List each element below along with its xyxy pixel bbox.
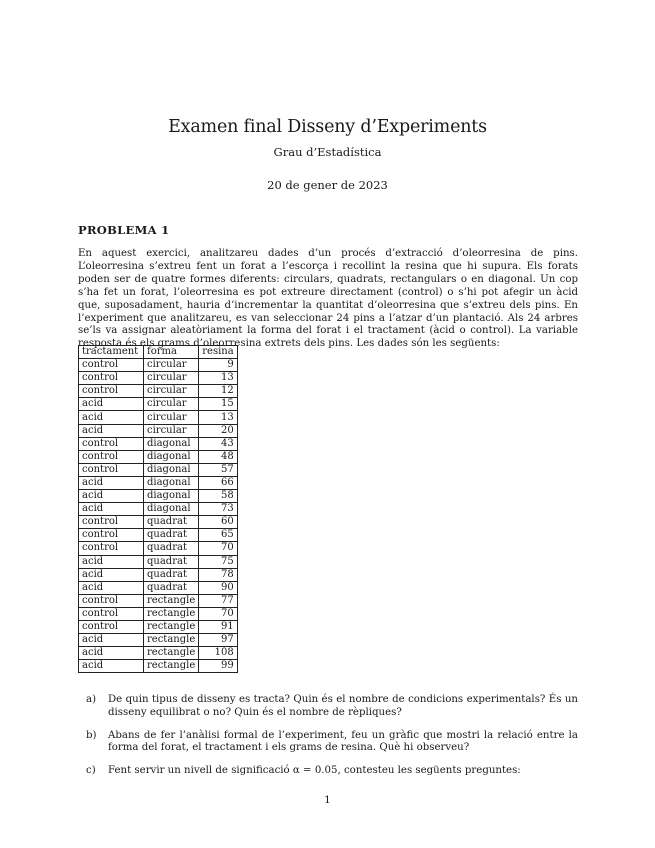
table-row <box>79 594 238 607</box>
cell-resina: 20 <box>199 424 237 437</box>
cell-tractament: acid <box>79 555 144 568</box>
cell-forma: diagonal <box>144 503 199 516</box>
cell-forma: rectangle <box>144 620 199 633</box>
cell-tractament: control <box>79 450 144 463</box>
cell-tractament: acid <box>79 490 144 503</box>
cell-tractament: control <box>79 437 144 450</box>
table-row <box>79 463 238 476</box>
cell-forma: circular <box>144 359 199 372</box>
cell-tractament: control <box>79 463 144 476</box>
cell-resina: 15 <box>199 398 237 411</box>
cell-forma: diagonal <box>144 476 199 489</box>
cell-resina: 48 <box>199 450 237 463</box>
cell-forma: quadrat <box>144 542 199 555</box>
table-body <box>79 359 238 673</box>
cell-tractament: control <box>79 385 144 398</box>
cell-forma: diagonal <box>144 490 199 503</box>
cell-forma: quadrat <box>144 568 199 581</box>
page-number: 1 <box>324 794 331 806</box>
cell-tractament: control <box>79 620 144 633</box>
document-date: 20 de gener de 2023 <box>267 178 388 192</box>
table-row <box>79 437 238 450</box>
cell-tractament: acid <box>79 398 144 411</box>
problem-heading: PROBLEMA 1 <box>78 223 170 237</box>
cell-forma: rectangle <box>144 594 199 607</box>
cell-resina: 43 <box>199 437 237 450</box>
column-header-resina: resina <box>199 346 237 359</box>
cell-tractament: control <box>79 516 144 529</box>
cell-tractament: acid <box>79 634 144 647</box>
table-row <box>79 450 238 463</box>
cell-tractament: control <box>79 359 144 372</box>
table-row <box>79 542 238 555</box>
question-label: b) <box>86 729 97 741</box>
question-item <box>86 765 578 778</box>
question-text: Abans de fer l’anàlisi formal de l’experiment, feu un gràfic que mostri la relació entre la forma del forat, el tractament i els grams de resina. Què hi observeu? <box>108 729 578 754</box>
cell-tractament: control <box>79 607 144 620</box>
cell-forma: quadrat <box>144 516 199 529</box>
table-row <box>79 555 238 568</box>
cell-resina: 91 <box>199 620 237 633</box>
cell-forma: rectangle <box>144 660 199 673</box>
cell-resina: 57 <box>199 463 237 476</box>
problem-intro: En aquest exercici, analitzareu dades d’un procés d’extracció d’oleorresina de pins. L’oleorresina s’extreu fent un forat a l’escorça i recollint la resina que hi supura. Els forats poden ser de quatre formes diferents: circulars, quadrats, rectangulars o en diagonal. Un cop s’ha fet un forat, l’oleorresina es pot extreure directament (control) o s’hi pot afegir un àcid que, suposadament, hauria d’incrementar la quantitat d’oleorresina que s’extreu dels pins. En l’experiment que analitzareu, es van seleccionar 24 pins a l’atzar d’un plantació. Als 24 arbres se’ls va assignar aleatòriament la forma del forat i el tractament (àcid o control). La variable resposta és els grams d’oleorresina extrets dels pins. Les dades són les següents: <box>78 248 578 350</box>
cell-resina: 9 <box>199 359 237 372</box>
cell-tractament: acid <box>79 660 144 673</box>
question-item <box>86 694 578 720</box>
cell-tractament: control <box>79 542 144 555</box>
table-row <box>79 503 238 516</box>
cell-tractament: control <box>79 529 144 542</box>
table-row <box>79 660 238 673</box>
column-header-tractament: tractament <box>79 346 144 359</box>
cell-forma: diagonal <box>144 450 199 463</box>
cell-forma: quadrat <box>144 581 199 594</box>
cell-resina: 97 <box>199 634 237 647</box>
cell-forma: quadrat <box>144 555 199 568</box>
cell-forma: rectangle <box>144 647 199 660</box>
cell-tractament: acid <box>79 581 144 594</box>
table-row <box>79 620 238 633</box>
table-row <box>79 647 238 660</box>
cell-forma: diagonal <box>144 463 199 476</box>
cell-tractament: acid <box>79 411 144 424</box>
cell-tractament: control <box>79 372 144 385</box>
cell-forma: circular <box>144 424 199 437</box>
table-header-row <box>79 346 238 359</box>
cell-resina: 75 <box>199 555 237 568</box>
cell-tractament: control <box>79 594 144 607</box>
cell-forma: circular <box>144 411 199 424</box>
question-item <box>86 730 578 756</box>
question-label: c) <box>86 765 96 777</box>
cell-resina: 13 <box>199 411 237 424</box>
cell-resina: 13 <box>199 372 237 385</box>
cell-resina: 78 <box>199 568 237 581</box>
cell-forma: rectangle <box>144 634 199 647</box>
table-row <box>79 516 238 529</box>
cell-forma: diagonal <box>144 437 199 450</box>
document-subtitle: Grau d’Estadística <box>273 145 382 159</box>
question-text: De quin tipus de disseny es tracta? Quin és el nombre de condicions experimentals? És un disseny equilibrat o no? Quin és el nombre de rèpliques? <box>108 694 578 718</box>
cell-resina: 66 <box>199 476 237 489</box>
table-row <box>79 372 238 385</box>
table-row <box>79 398 238 411</box>
question-text: Fent servir un nivell de significació α = 0.05, contesteu les següents preguntes: <box>108 765 521 777</box>
table-row <box>79 476 238 489</box>
table-row <box>79 424 238 437</box>
cell-tractament: acid <box>79 476 144 489</box>
cell-tractament: acid <box>79 424 144 437</box>
cell-resina: 60 <box>199 516 237 529</box>
cell-resina: 65 <box>199 529 237 542</box>
cell-resina: 58 <box>199 490 237 503</box>
cell-forma: rectangle <box>144 607 199 620</box>
question-label: a) <box>86 694 97 705</box>
cell-resina: 77 <box>199 594 237 607</box>
table-row <box>79 529 238 542</box>
cell-resina: 90 <box>199 581 237 594</box>
cell-resina: 73 <box>199 503 237 516</box>
cell-forma: quadrat <box>144 529 199 542</box>
cell-resina: 108 <box>199 647 237 660</box>
cell-tractament: acid <box>79 647 144 660</box>
table-row <box>79 359 238 372</box>
cell-resina: 70 <box>199 542 237 555</box>
cell-tractament: acid <box>79 568 144 581</box>
table-row <box>79 607 238 620</box>
document-title: Examen final Disseny d’Experiments <box>168 117 487 137</box>
cell-resina: 70 <box>199 607 237 620</box>
cell-resina: 12 <box>199 385 237 398</box>
table-row <box>79 490 238 503</box>
table-row <box>79 634 238 647</box>
table-row <box>79 411 238 424</box>
data-table <box>78 345 238 673</box>
cell-resina: 99 <box>199 660 237 673</box>
table-row <box>79 581 238 594</box>
table-row <box>79 385 238 398</box>
cell-forma: circular <box>144 372 199 385</box>
column-header-forma: forma <box>144 346 199 359</box>
question-list <box>86 694 578 788</box>
cell-tractament: acid <box>79 503 144 516</box>
table-row <box>79 568 238 581</box>
cell-forma: circular <box>144 398 199 411</box>
cell-forma: circular <box>144 385 199 398</box>
